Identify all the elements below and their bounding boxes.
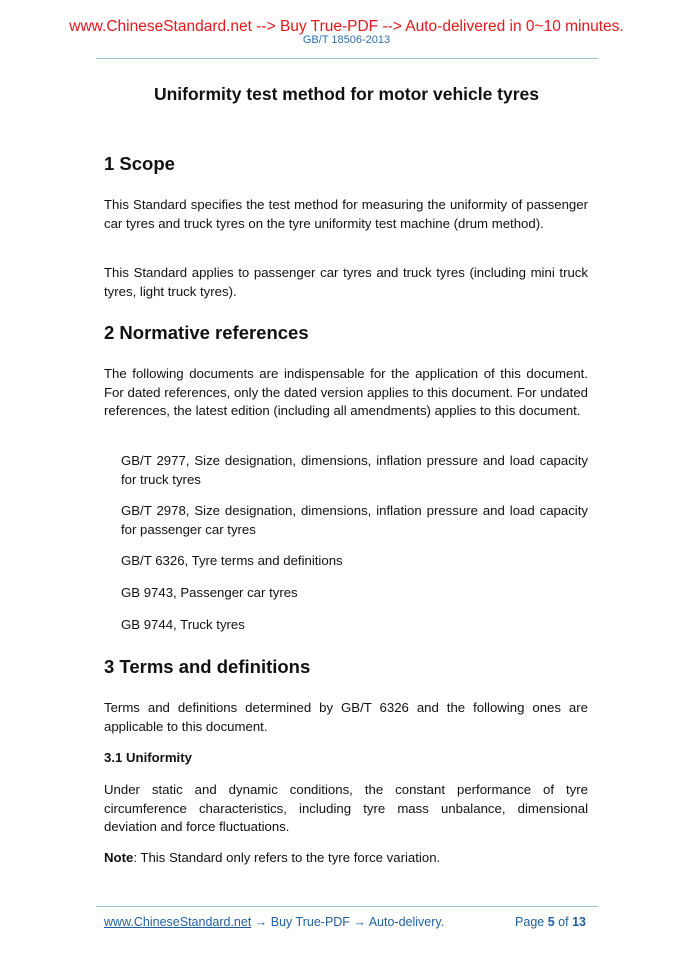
section-heading-normative-references: 2 Normative references: [104, 322, 309, 343]
normative-intro-paragraph: The following documents are indispensable for the application of this document. For dated references, only the dated version applies to this document. For undated references, the latest edition (including all amendments) applies to this document.: [104, 366, 588, 418]
footer-link-url[interactable]: www.ChineseStandard.net: [104, 915, 252, 929]
page-total: 13: [572, 915, 586, 929]
page-of-label: of: [558, 915, 569, 929]
reference-item: GB/T 2977, Size designation, dimensions, inflation pressure and load capacity for truck tyres: [121, 453, 588, 487]
section-heading-scope: 1 Scope: [104, 153, 175, 174]
note-paragraph: [104, 849, 588, 868]
footer-divider: [96, 906, 598, 907]
reference-item: GB 9744, Truck tyres: [121, 617, 245, 632]
note-label: Note: [104, 850, 134, 865]
document-title: Uniformity test method for motor vehicle tyres: [153, 84, 540, 104]
reference-item: GB/T 2978, Size designation, dimensions, inflation pressure and load capacity for passenger car tyres: [121, 503, 588, 537]
section-heading-terms-and-definitions: 3 Terms and definitions: [104, 656, 311, 677]
uniformity-definition: Under static and dynamic conditions, the constant performance of tyre circumference characteristics, including tyre mass unbalance, dimensional deviation and force fluctuations.: [104, 782, 588, 834]
footer-link-text[interactable]: → Buy True-PDF → Auto-delivery.: [251, 915, 445, 929]
terms-intro-paragraph: Terms and definitions determined by GB/T 6326 and the following ones are applicable to this document.: [104, 700, 588, 734]
scope-paragraph-1: This Standard specifies the test method for measuring the uniformity of passenger car tyres and truck tyres on the tyre uniformity test machine (drum method).: [104, 197, 588, 231]
page-label: Page: [515, 915, 545, 929]
page-current: 5: [547, 915, 555, 929]
reference-item: GB/T 6326, Tyre terms and definitions: [121, 553, 343, 568]
subsection-heading-uniformity: 3.1 Uniformity: [104, 750, 192, 765]
scope-paragraph-2: This Standard applies to passenger car tyres and truck tyres (including mini truck tyres, light truck tyres).: [104, 265, 588, 299]
note-text: : This Standard only refers to the tyre force variation.: [133, 850, 441, 865]
page-indicator: [515, 914, 586, 930]
footer-store-link[interactable]: [104, 914, 444, 930]
document-number: GB/T 18506-2013: [302, 34, 391, 46]
header-banner[interactable]: www.ChineseStandard.net --> Buy True-PDF --> Auto-delivered in 0~10 minutes.: [69, 18, 624, 35]
reference-item: GB 9743, Passenger car tyres: [121, 585, 298, 600]
header-divider: [96, 58, 598, 59]
